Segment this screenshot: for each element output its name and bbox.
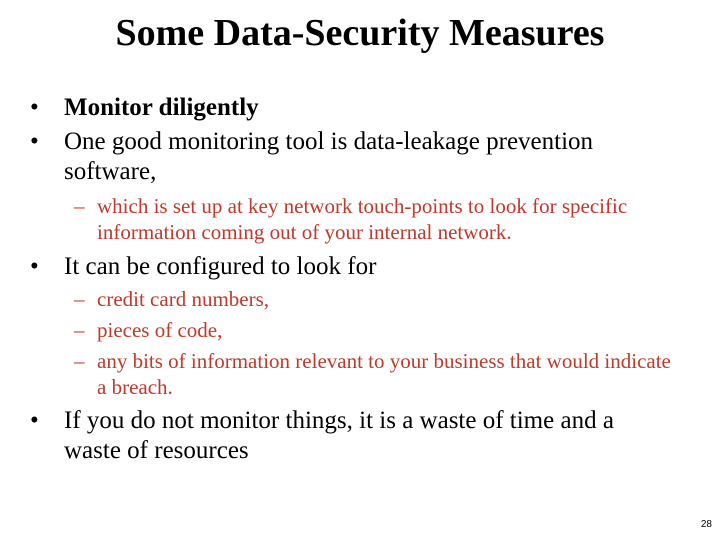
subbullet-item: [74, 317, 714, 343]
subbullet-marker: –: [74, 318, 85, 342]
subbullet-marker: –: [74, 287, 85, 311]
slide-title: Some Data-Security Measures: [115, 12, 605, 54]
page-number: 28: [700, 519, 712, 530]
subbullet-text: any bits of information relevant to your business that would indicate a breach.: [97, 349, 671, 399]
subbullet-text: which is set up at key network touch-points to look for specific information coming out of your internal network.: [97, 194, 628, 244]
bullet-text: Monitor diligently: [64, 94, 259, 121]
bullet-marker: •: [30, 94, 39, 121]
bullet-item: [30, 252, 710, 282]
bullet-item: [30, 127, 650, 187]
subbullet-marker: –: [74, 349, 85, 373]
subbullet-item: [74, 286, 714, 312]
bullet-marker: •: [30, 253, 39, 280]
bullet-text: One good monitoring tool is data-leakage prevention software,: [64, 128, 594, 185]
subbullet-marker: –: [74, 194, 85, 218]
bullet-marker: •: [30, 407, 39, 434]
subbullet-text: pieces of code,: [97, 318, 223, 342]
bullet-item: [30, 93, 710, 123]
bullet-text: If you do not monitor things, it is a waste of time and a waste of resources: [64, 407, 614, 464]
bullet-item: [30, 406, 670, 466]
subbullet-item: [74, 193, 674, 245]
subbullet-item: [74, 348, 684, 400]
bullet-marker: •: [30, 128, 39, 155]
subbullet-text: credit card numbers,: [97, 287, 270, 311]
bullet-text: It can be configured to look for: [64, 253, 377, 280]
